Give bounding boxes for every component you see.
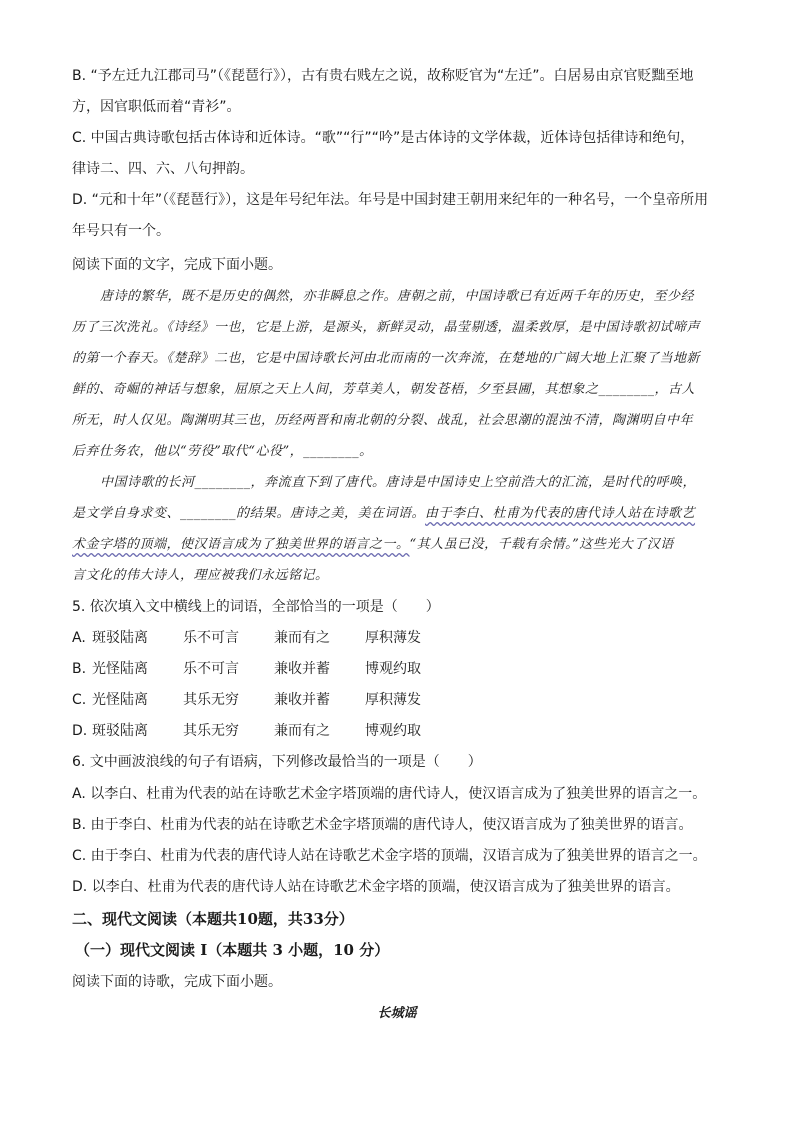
question-6-stem: 6. 文中画波浪线的句子有语病，下列修改最恰当的一项是（ ） [72, 754, 482, 770]
passage-p2-line2 [72, 504, 695, 524]
passage-p2-line1: 中国诗歌的长河________，奔流直下到了唐代。唐诗是中国诗史上空前浩大的汇流，是时代的呼唤， [100, 475, 697, 490]
passage-p1-line4: 鲜的、奇崛的神话与想象，屈原之天上人间，芳草美人，朝发苍梧，夕至县圃，其想象之________，古人 [72, 382, 696, 397]
section-heading: 二、现代文阅读（本题共10题，共33分） [72, 910, 354, 928]
passage-p1-line6: 后弃仕务农，他以“劳役”取代“心役”，________。 [72, 444, 373, 459]
reading-instruction: 阅读下面的文字，完成下面小题。 [72, 257, 282, 273]
passage-p1-line5: 所无，时人仅见。陶渊明其三也，历经两晋和南北朝的分裂、战乱，社会思潮的混浊不清，陶渊明自中年 [72, 413, 694, 428]
poem-title: 长城谣 [377, 1006, 417, 1021]
option-word: 乐不可言 [183, 661, 239, 677]
option-word: 其乐无穷 [183, 723, 239, 739]
option-word: 博观约取 [365, 723, 421, 739]
option-word: 斑驳陆离 [92, 723, 148, 739]
passage-p2-line4: 言文化的伟大诗人，理应被我们永远铭记。 [72, 568, 329, 583]
option-label: C. [72, 692, 87, 708]
option-word: 兼收并蓄 [274, 661, 330, 677]
subsection-heading: （一）现代文阅读 I（本题共 3 小题，10 分） [75, 941, 390, 959]
passage-p1-line3: 的第一个春天。《楚辞》二也，它是中国诗歌长河由北而南的一次奔流，在楚地的广阔大地上汇聚了当地新 [72, 351, 701, 366]
option-d-line1: D. “元和十年”（《琵琶行》），这是年号纪年法。年号是中国封建王朝用来纪年的一种名号，一个皇帝所用 [72, 192, 709, 208]
passage-p2-line3-plain: “其人虽已没，千载有余情。”这些光大了汉语 [409, 537, 674, 552]
option-word: 其乐无穷 [183, 692, 239, 708]
option-word: 光怪陆离 [92, 661, 148, 677]
option-word: 兼收并蓄 [274, 692, 330, 708]
option-word: 博观约取 [365, 661, 421, 677]
option-b-line1: B. “予左迁九江郡司马”（《琵琶行》），古有贵右贱左之说，故称贬官为“左迁”。白居易由京官贬黜至地 [72, 68, 694, 84]
question-6-option-c: C. 由于李白、杜甫为代表的唐代诗人站在诗歌艺术金字塔的顶端，汉语言成为了独美世界的语言之一。 [72, 848, 707, 864]
poem-instruction: 阅读下面的诗歌，完成下面小题。 [72, 974, 282, 990]
option-word: 兼而有之 [274, 723, 330, 739]
option-word: 厚积薄发 [365, 692, 421, 708]
passage-p1-line2: 历了三次洗礼。《诗经》一也，它是上游，是源头，新鲜灵动，晶莹剔透，温柔敦厚，是中国诗歌初试啼声 [72, 320, 701, 335]
question-5-stem: 5. 依次填入文中横线上的词语，全部恰当的一项是（ ） [72, 599, 440, 615]
option-b-line2: 方，因官职低而着“青衫”。 [72, 99, 241, 115]
passage-p2-line2-plain: 是文学自身求变、________的结果。唐诗之美，美在词语。 [72, 506, 426, 521]
option-label: A. [72, 630, 86, 646]
option-word: 兼而有之 [274, 630, 330, 646]
passage-p2-line3 [72, 535, 674, 555]
question-6-option-d: D. 以李白、杜甫为代表的唐代诗人站在诗歌艺术金字塔的顶端，使汉语言成为了独美世界的语言。 [72, 879, 680, 895]
option-c-line1: C. 中国古典诗歌包括古体诗和近体诗。“歌”“行”“吟”是古体诗的文学体裁，近体诗包括律诗和绝句， [72, 130, 695, 146]
option-word: 斑驳陆离 [92, 630, 148, 646]
option-word: 光怪陆离 [92, 692, 148, 708]
passage-p1-line1: 唐诗的繁华，既不是历史的偶然，亦非瞬息之作。唐朝之前，中国诗歌已有近两千年的历史，至少经 [100, 289, 695, 304]
question-6-option-b: B. 由于李白、杜甫为代表的站在诗歌艺术金字塔顶端的唐代诗人，使汉语言成为了独美世界的语言。 [72, 817, 693, 833]
option-label: D. [72, 723, 88, 739]
option-label: B. [72, 661, 87, 677]
option-word: 厚积薄发 [365, 630, 421, 646]
question-6-option-a: A. 以李白、杜甫为代表的站在诗歌艺术金字塔顶端的唐代诗人，使汉语言成为了独美世界的语言之一。 [72, 786, 707, 802]
wavy-underlined-sentence-part2: 术金字塔的顶端，使汉语言成为了独美世界的语言之一。 [72, 537, 410, 552]
option-word: 乐不可言 [183, 630, 239, 646]
option-d-line2: 年号只有一个。 [72, 223, 170, 239]
option-c-line2: 律诗二、四、六、八句押韵。 [72, 161, 254, 177]
wavy-underlined-sentence-part1: 由于李白、杜甫为代表的唐代诗人站在诗歌艺 [425, 506, 696, 521]
